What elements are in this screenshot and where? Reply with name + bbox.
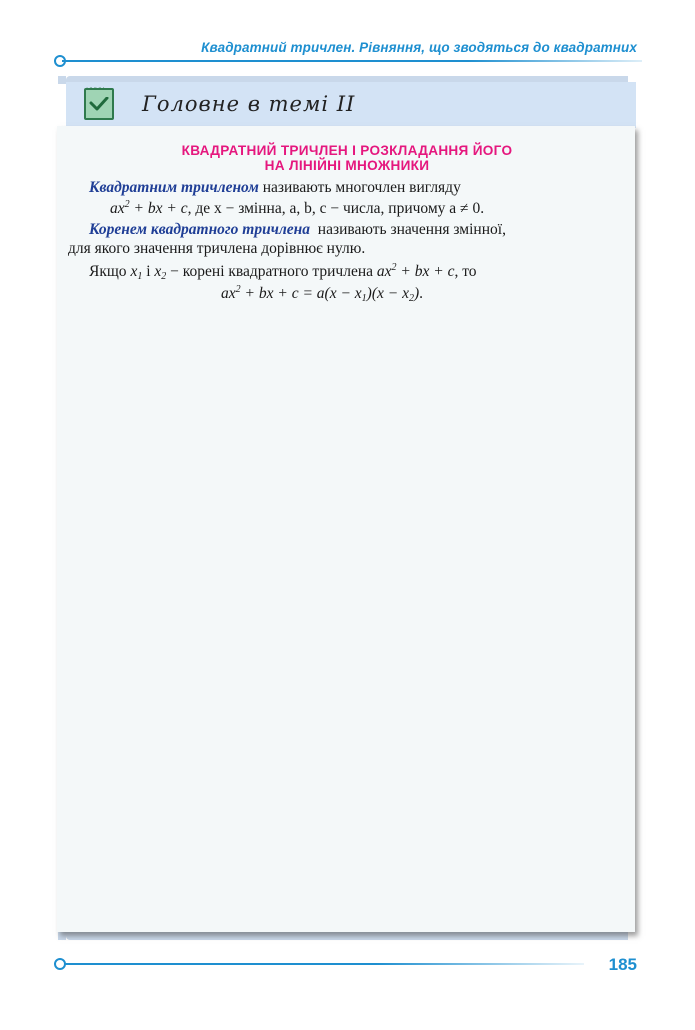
panel-corner (58, 932, 66, 940)
trinomial-formula-line (110, 200, 484, 218)
bottom-rule (64, 963, 584, 965)
root-definition (89, 221, 506, 239)
factor-and: і (146, 263, 151, 280)
panel-corner (620, 932, 628, 940)
trinomial-condition: , де x − змінна, a, b, c − числа, причому a ≠ 0. (187, 200, 485, 217)
trinomial-term: Квадратним тричленом (89, 179, 259, 196)
trinomial-expression: $ax^2$ + bx + c (376, 262, 455, 280)
top-rule (62, 60, 642, 62)
trinomial-formula: $ax^2$ + bx + c (110, 199, 188, 217)
section-heading-line1: КВАДРАТНИЙ ТРИЧЛЕН І РОЗКЛАДАННЯ ЙОГО (181, 143, 513, 158)
factorization-statement (89, 263, 477, 281)
root-definition-line2: для якого значення тричлена дорівнює нулю. (68, 240, 366, 257)
factor-then: , то (454, 263, 477, 280)
factor-intro: Якщо (89, 263, 127, 280)
page-number: 185 (608, 955, 637, 974)
factor-roots-text: − корені квадратного тричлена (170, 263, 374, 280)
trinomial-definition (89, 179, 461, 197)
panel-corner (58, 76, 66, 84)
checklist-notepad-icon (84, 88, 114, 120)
root-term: Коренем квадратного тричлена (89, 221, 311, 238)
factorization-formula: $ax^2$ + bx + $c = a(x - x_1)(x - x_2)$. (221, 284, 424, 304)
trinomial-text: називають многочлен вигляду (262, 179, 461, 196)
root-x1: $x_1$ (130, 263, 143, 282)
topic-summary-title: Головне в темі II (142, 92, 356, 116)
root-text: називають значення змінної, (317, 221, 506, 238)
root-x2: $x_2$ (154, 263, 167, 282)
running-head: Квадратний тричлен. Рівняння, що зводяться до квадратних (201, 40, 637, 55)
section-heading-line2: НА ЛІНІЙНІ МНОЖНИКИ (264, 158, 430, 173)
